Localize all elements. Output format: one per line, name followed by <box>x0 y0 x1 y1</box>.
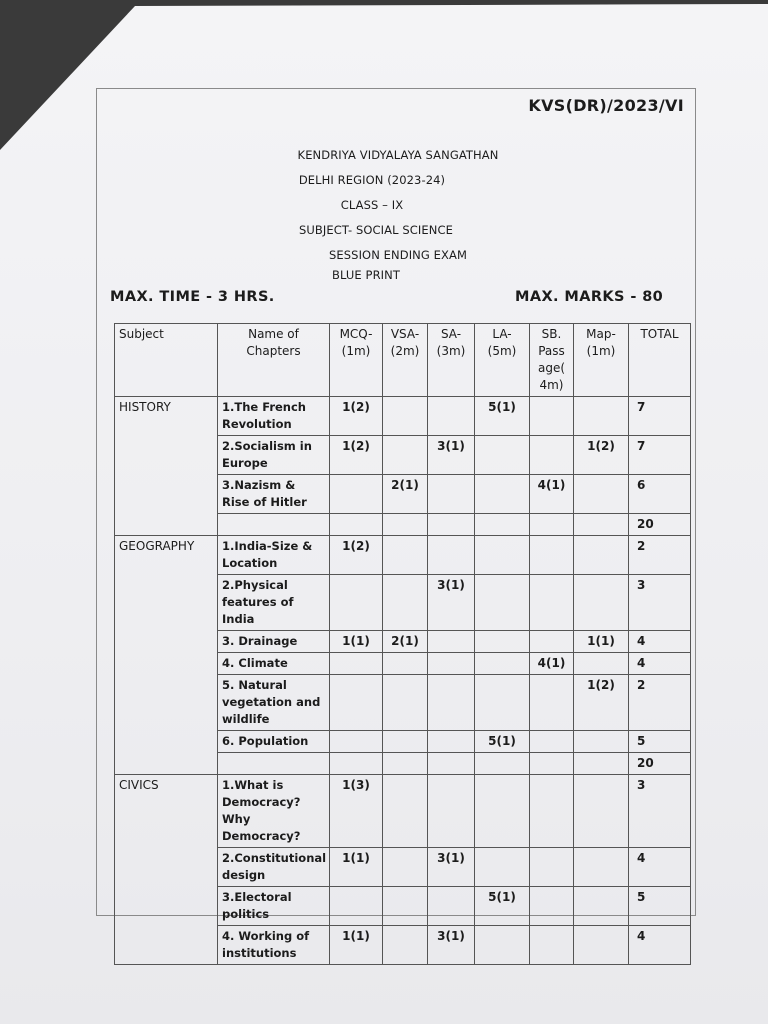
vsa-cell <box>383 775 428 848</box>
document-code: KVS(DR)/2023/VI <box>528 96 684 115</box>
sa-cell <box>428 397 475 436</box>
sb-cell <box>530 631 574 653</box>
map-cell <box>574 397 629 436</box>
la-cell <box>475 436 530 475</box>
vsa-cell <box>383 675 428 731</box>
col-header-sa: SA-(3m) <box>428 324 475 397</box>
sb-cell <box>530 514 574 536</box>
sa-cell <box>428 514 475 536</box>
sb-cell <box>530 397 574 436</box>
mcq-cell: 1(2) <box>330 436 383 475</box>
total-cell: 4 <box>629 848 691 887</box>
vsa-cell <box>383 848 428 887</box>
mcq-cell <box>330 753 383 775</box>
col-header-map: Map-(1m) <box>574 324 629 397</box>
map-cell <box>574 926 629 965</box>
map-cell <box>574 753 629 775</box>
total-cell: 2 <box>629 675 691 731</box>
map-cell <box>574 653 629 675</box>
mcq-cell: 1(1) <box>330 926 383 965</box>
total-cell: 4 <box>629 653 691 675</box>
sb-cell <box>530 887 574 926</box>
map-cell <box>574 575 629 631</box>
total-cell: 5 <box>629 731 691 753</box>
sb-cell: 4(1) <box>530 475 574 514</box>
la-cell <box>475 536 530 575</box>
table-row <box>115 397 691 436</box>
sb-cell <box>530 536 574 575</box>
sa-cell <box>428 653 475 675</box>
max-time: MAX. TIME - 3 HRS. <box>110 289 275 305</box>
sb-cell <box>530 436 574 475</box>
chapter-cell: 4. Climate <box>218 653 330 675</box>
total-cell: 20 <box>629 514 691 536</box>
total-cell: 7 <box>629 436 691 475</box>
sb-cell <box>530 753 574 775</box>
chapter-cell: 3.Nazism & Rise of Hitler <box>218 475 330 514</box>
total-cell: 3 <box>629 775 691 848</box>
table-row <box>115 536 691 575</box>
la-cell <box>475 475 530 514</box>
vsa-cell <box>383 436 428 475</box>
vsa-cell: 2(1) <box>383 475 428 514</box>
vsa-cell <box>383 926 428 965</box>
org-name: KENDRIYA VIDYALAYA SANGATHAN <box>297 148 499 162</box>
table-row <box>115 775 691 848</box>
map-cell: 1(2) <box>574 436 629 475</box>
chapter-cell: 5. Natural vegetation and wildlife <box>218 675 330 731</box>
la-cell: 5(1) <box>475 887 530 926</box>
la-cell <box>475 514 530 536</box>
total-cell: 3 <box>629 575 691 631</box>
la-cell: 5(1) <box>475 731 530 753</box>
mcq-cell: 1(1) <box>330 848 383 887</box>
chapter-cell <box>218 753 330 775</box>
chapter-cell: 2.Socialism in Europe <box>218 436 330 475</box>
class-line: CLASS – IX <box>340 198 404 212</box>
mcq-cell: 1(2) <box>330 397 383 436</box>
mcq-cell: 1(3) <box>330 775 383 848</box>
vsa-cell <box>383 753 428 775</box>
la-cell <box>475 653 530 675</box>
total-cell: 2 <box>629 536 691 575</box>
vsa-cell: 2(1) <box>383 631 428 653</box>
chapter-cell: 1.What is Democracy? Why Democracy? <box>218 775 330 848</box>
sa-cell <box>428 887 475 926</box>
mcq-cell: 1(2) <box>330 536 383 575</box>
region-line: DELHI REGION (2023-24) <box>298 173 446 187</box>
max-marks: MAX. MARKS - 80 <box>515 289 664 305</box>
vsa-cell <box>383 514 428 536</box>
sb-cell <box>530 575 574 631</box>
header-row <box>115 324 691 397</box>
map-cell <box>574 536 629 575</box>
sb-cell: 4(1) <box>530 653 574 675</box>
col-header-total: TOTAL <box>629 324 691 397</box>
sa-cell <box>428 475 475 514</box>
chapter-cell: 1.India-Size & Location <box>218 536 330 575</box>
subject-cell: HISTORY <box>115 397 218 536</box>
sa-cell <box>428 536 475 575</box>
chapter-cell: 3. Drainage <box>218 631 330 653</box>
map-cell <box>574 731 629 753</box>
sb-cell <box>530 926 574 965</box>
mcq-cell <box>330 675 383 731</box>
la-cell <box>475 753 530 775</box>
sa-cell: 3(1) <box>428 436 475 475</box>
la-cell <box>475 926 530 965</box>
subject-line: SUBJECT- SOCIAL SCIENCE <box>299 223 453 237</box>
col-header-sb: SB. Pass age( 4m) <box>530 324 574 397</box>
la-cell <box>475 848 530 887</box>
vsa-cell <box>383 575 428 631</box>
la-cell <box>475 631 530 653</box>
sa-cell <box>428 753 475 775</box>
sa-cell: 3(1) <box>428 575 475 631</box>
sa-cell <box>428 731 475 753</box>
map-cell: 1(1) <box>574 631 629 653</box>
sb-cell <box>530 731 574 753</box>
col-header-chapters: Name of Chapters <box>218 324 330 397</box>
la-cell <box>475 675 530 731</box>
exam-line: SESSION ENDING EXAM <box>329 248 467 262</box>
total-cell: 7 <box>629 397 691 436</box>
table-body <box>115 397 691 965</box>
vsa-cell <box>383 536 428 575</box>
total-cell: 6 <box>629 475 691 514</box>
map-cell <box>574 775 629 848</box>
col-header-la: LA-(5m) <box>475 324 530 397</box>
map-cell: 1(2) <box>574 675 629 731</box>
la-cell <box>475 575 530 631</box>
subject-cell: CIVICS <box>115 775 218 965</box>
total-cell: 4 <box>629 926 691 965</box>
mcq-cell <box>330 575 383 631</box>
sb-cell <box>530 675 574 731</box>
mcq-cell: 1(1) <box>330 631 383 653</box>
sa-cell <box>428 675 475 731</box>
map-cell <box>574 848 629 887</box>
chapter-cell <box>218 514 330 536</box>
mcq-cell <box>330 475 383 514</box>
mcq-cell <box>330 887 383 926</box>
total-cell: 4 <box>629 631 691 653</box>
sb-cell <box>530 848 574 887</box>
chapter-cell: 4. Working of institutions <box>218 926 330 965</box>
sa-cell: 3(1) <box>428 926 475 965</box>
blueprint-line: BLUE PRINT <box>331 268 400 282</box>
total-cell: 5 <box>629 887 691 926</box>
sa-cell <box>428 631 475 653</box>
map-cell <box>574 887 629 926</box>
col-header-vsa: VSA-(2m) <box>383 324 428 397</box>
chapter-cell: 1.The French Revolution <box>218 397 330 436</box>
sa-cell: 3(1) <box>428 848 475 887</box>
subject-cell: GEOGRAPHY <box>115 536 218 775</box>
map-cell <box>574 514 629 536</box>
vsa-cell <box>383 887 428 926</box>
map-cell <box>574 475 629 514</box>
chapter-cell: 6. Population <box>218 731 330 753</box>
sb-cell <box>530 775 574 848</box>
total-cell: 20 <box>629 753 691 775</box>
blueprint-table <box>114 323 691 965</box>
chapter-cell: 2.Constitutional design <box>218 848 330 887</box>
mcq-cell <box>330 731 383 753</box>
vsa-cell <box>383 397 428 436</box>
vsa-cell <box>383 653 428 675</box>
mcq-cell <box>330 653 383 675</box>
chapter-cell: 3.Electoral politics <box>218 887 330 926</box>
col-header-mcq: MCQ-(1m) <box>330 324 383 397</box>
mcq-cell <box>330 514 383 536</box>
chapter-cell: 2.Physical features of India <box>218 575 330 631</box>
col-header-subject: Subject <box>115 324 218 397</box>
sa-cell <box>428 775 475 848</box>
vsa-cell <box>383 731 428 753</box>
la-cell: 5(1) <box>475 397 530 436</box>
la-cell <box>475 775 530 848</box>
